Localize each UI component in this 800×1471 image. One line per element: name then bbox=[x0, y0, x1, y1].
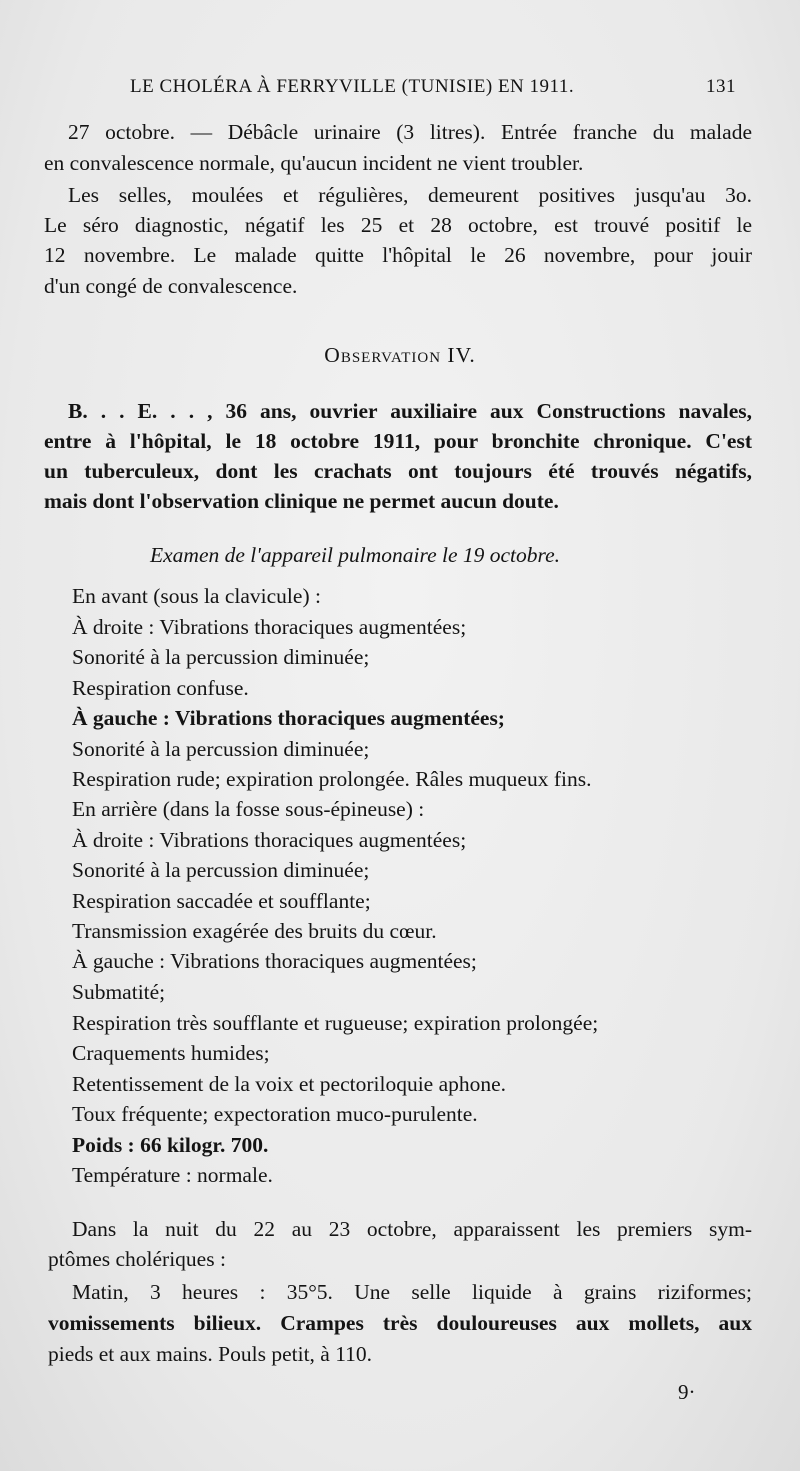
page-number: 131 bbox=[706, 76, 736, 97]
exam-line: À gauche : Vibrations thoraciques augmentées; bbox=[72, 949, 477, 973]
exam-line: Retentissement de la voix et pectoriloquie aphone. bbox=[72, 1072, 507, 1096]
running-header bbox=[130, 76, 736, 98]
exam-line: Submatité; bbox=[72, 980, 166, 1004]
text-line: B. . . E. . . , 36 ans, ouvrier auxiliaire aux Constructions navales, bbox=[68, 399, 752, 423]
text-line: Matin, 3 heures : 35°5. Une selle liquide à grains riziformes; bbox=[72, 1280, 752, 1304]
text-line: ptômes cholériques : bbox=[48, 1247, 226, 1271]
text-line: vomissements bilieux. Crampes très douloureuses aux mollets, aux bbox=[48, 1311, 752, 1335]
text-line: entre à l'hôpital, le 18 octobre 1911, pour bronchite chronique. C'est bbox=[44, 429, 752, 453]
exam-line: Toux fréquente; expectoration muco-purulente. bbox=[72, 1102, 478, 1126]
running-title: LE CHOLÉRA À FERRYVILLE (TUNISIE) EN 1911. bbox=[130, 76, 575, 97]
exam-line: Respiration saccadée et soufflante; bbox=[72, 889, 371, 913]
text-line: mais dont l'observation clinique ne permet aucun doute. bbox=[44, 489, 559, 513]
exam-line: En arrière (dans la fosse sous-épineuse) : bbox=[72, 797, 425, 821]
observation-heading: Observation IV. bbox=[324, 343, 476, 367]
exam-line: Poids : 66 kilogr. 700. bbox=[72, 1133, 269, 1157]
exam-heading: Examen de l'appareil pulmonaire le 19 octobre. bbox=[150, 543, 561, 567]
text-line: 27 octobre. — Débâcle urinaire (3 litres). Entrée franche du malade bbox=[68, 120, 752, 144]
text-line: Le séro diagnostic, négatif les 25 et 28 octobre, est trouvé positif le bbox=[44, 213, 752, 237]
exam-line: À gauche : Vibrations thoraciques augmentées; bbox=[72, 706, 505, 730]
text-line: d'un congé de convalescence. bbox=[44, 274, 298, 298]
text-line: Dans la nuit du 22 au 23 octobre, apparaissent les premiers sym- bbox=[72, 1217, 752, 1241]
signature-mark: 9· bbox=[678, 1380, 696, 1404]
exam-line: Respiration rude; expiration prolongée. Râles muqueux fins. bbox=[72, 767, 592, 791]
text-line: pieds et aux mains. Pouls petit, à 110. bbox=[48, 1342, 373, 1366]
exam-line: Température : normale. bbox=[72, 1163, 273, 1187]
text-line: en convalescence normale, qu'aucun incident ne vient troubler. bbox=[44, 151, 584, 175]
exam-line: À droite : Vibrations thoraciques augmentées; bbox=[72, 828, 467, 852]
exam-line: Sonorité à la percussion diminuée; bbox=[72, 645, 370, 669]
exam-line: Respiration très soufflante et rugueuse; expiration prolongée; bbox=[72, 1011, 599, 1035]
exam-line: Sonorité à la percussion diminuée; bbox=[72, 737, 370, 761]
text-line: un tuberculeux, dont les crachats ont toujours été trouvés négatifs, bbox=[44, 459, 752, 483]
exam-line: Sonorité à la percussion diminuée; bbox=[72, 858, 370, 882]
exam-line: Transmission exagérée des bruits du cœur. bbox=[72, 919, 437, 943]
exam-line: À droite : Vibrations thoraciques augmentées; bbox=[72, 615, 467, 639]
exam-line: Craquements humides; bbox=[72, 1041, 270, 1065]
exam-line: En avant (sous la clavicule) : bbox=[72, 584, 321, 608]
text-line: Les selles, moulées et régulières, demeurent positives jusqu'au 3o. bbox=[68, 183, 752, 207]
text-line: 12 novembre. Le malade quitte l'hôpital le 26 novembre, pour jouir bbox=[44, 243, 752, 267]
exam-line: Respiration confuse. bbox=[72, 676, 249, 700]
